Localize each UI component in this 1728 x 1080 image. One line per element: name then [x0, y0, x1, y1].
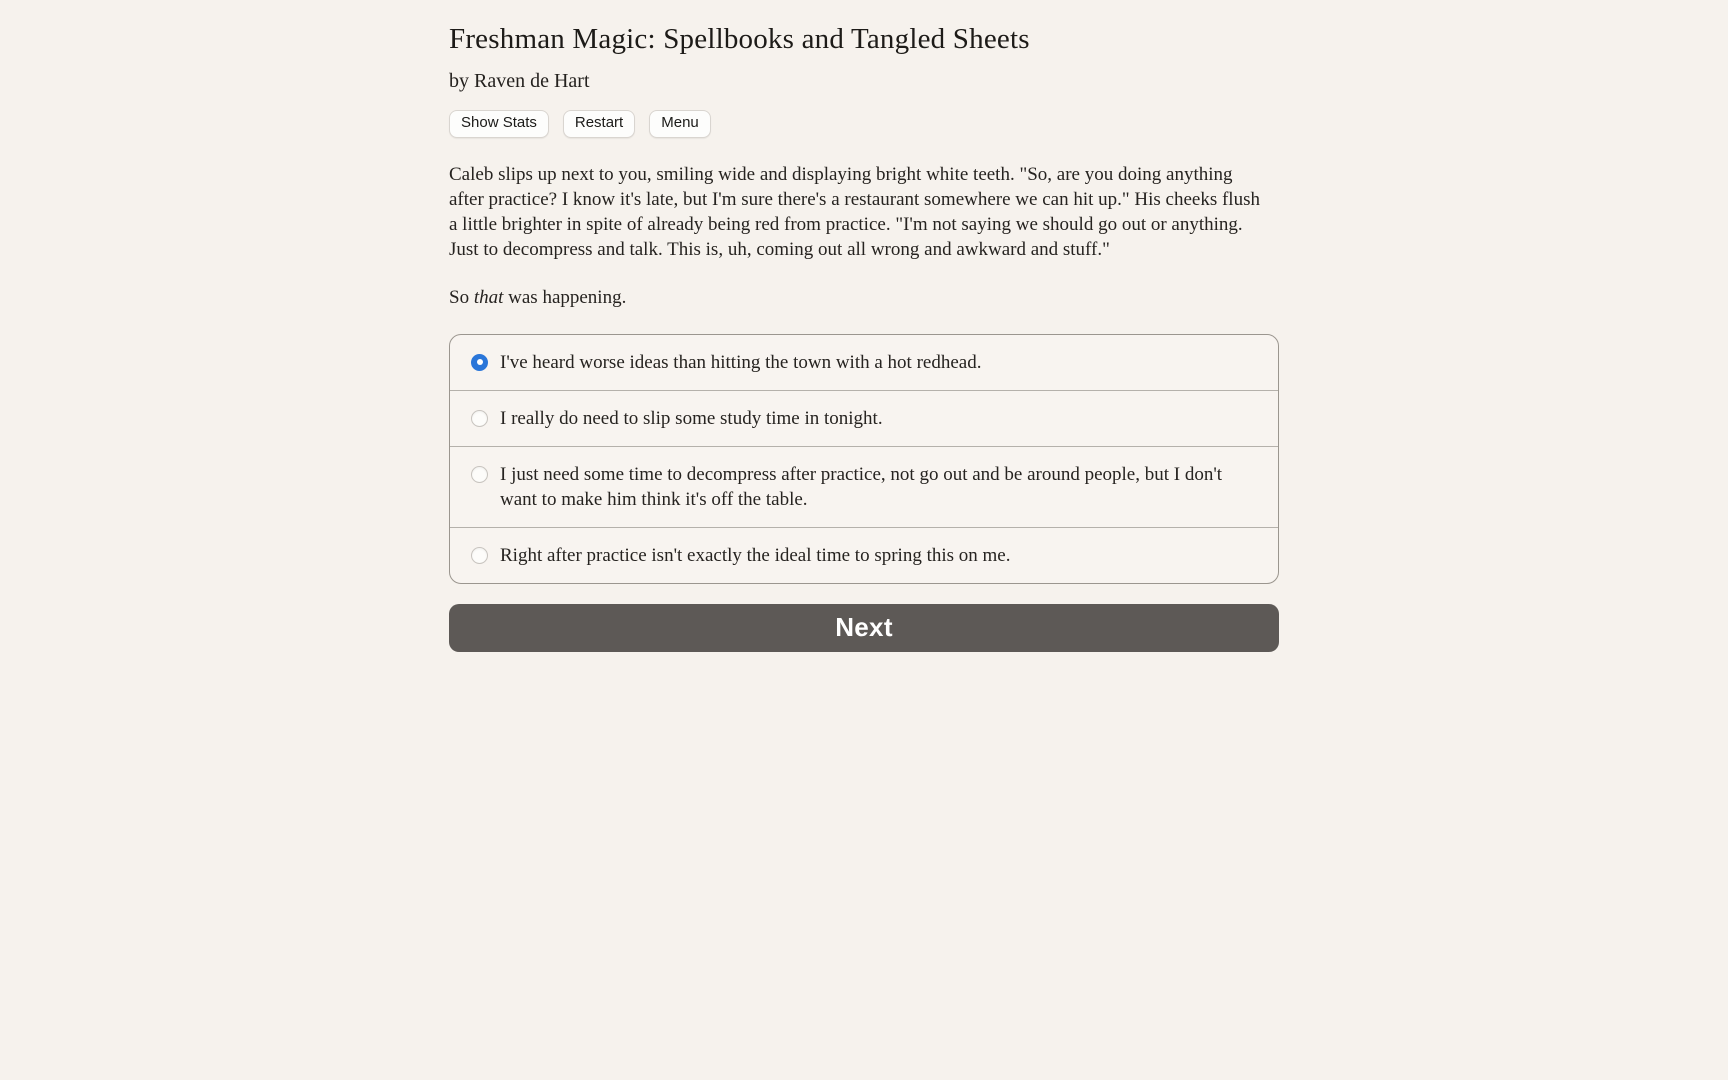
page-title: Freshman Magic: Spellbooks and Tangled Sheets	[449, 23, 1030, 55]
radio-unselected-icon[interactable]	[471, 547, 488, 564]
choice-option-4[interactable]	[450, 527, 1278, 583]
radio-selected-icon[interactable]	[471, 354, 488, 371]
story-paragraph: Caleb slips up next to you, smiling wide and displaying bright white teeth. "So, are you doing anything after practice? I know it's late, but I'm sure there's a restaurant somewhere we can hit up." His cheeks flush a little brighter in spite of already being red from practice. "I'm not saying we should go out or anything. Just to decompress and talk. This is, uh, coming out all wrong and awkward and stuff."	[449, 163, 1260, 260]
choice-option-label: Right after practice isn't exactly the ideal time to spring this on me.	[500, 544, 1011, 566]
choice-option-2[interactable]	[450, 390, 1278, 446]
choice-option-1[interactable]	[450, 335, 1278, 390]
story-text	[449, 162, 1279, 310]
aside-emphasis: that	[473, 286, 504, 308]
choice-option-label: I've heard worse ideas than hitting the town with a hot redhead.	[500, 351, 982, 373]
radio-unselected-icon[interactable]	[471, 410, 488, 427]
choice-option-label: I really do need to slip some study time in tonight.	[500, 407, 883, 429]
aside-suffix: was happening.	[503, 286, 627, 308]
restart-button[interactable]: Restart	[563, 110, 635, 138]
story-paragraph	[449, 285, 1265, 310]
toolbar	[449, 110, 1279, 138]
radio-unselected-icon[interactable]	[471, 466, 488, 483]
choice-option-label: I just need some time to decompress after practice, not go out and be around people, but I don't want to make him think it's off the table.	[500, 463, 1223, 510]
aside-prefix: So	[449, 286, 474, 308]
story-column	[449, 0, 1279, 652]
next-button[interactable]: Next	[449, 604, 1279, 652]
show-stats-button[interactable]: Show Stats	[449, 110, 549, 138]
choice-list	[449, 334, 1279, 584]
choice-option-3[interactable]	[450, 446, 1278, 527]
menu-button[interactable]: Menu	[649, 110, 711, 138]
author-byline: by Raven de Hart	[449, 70, 590, 93]
